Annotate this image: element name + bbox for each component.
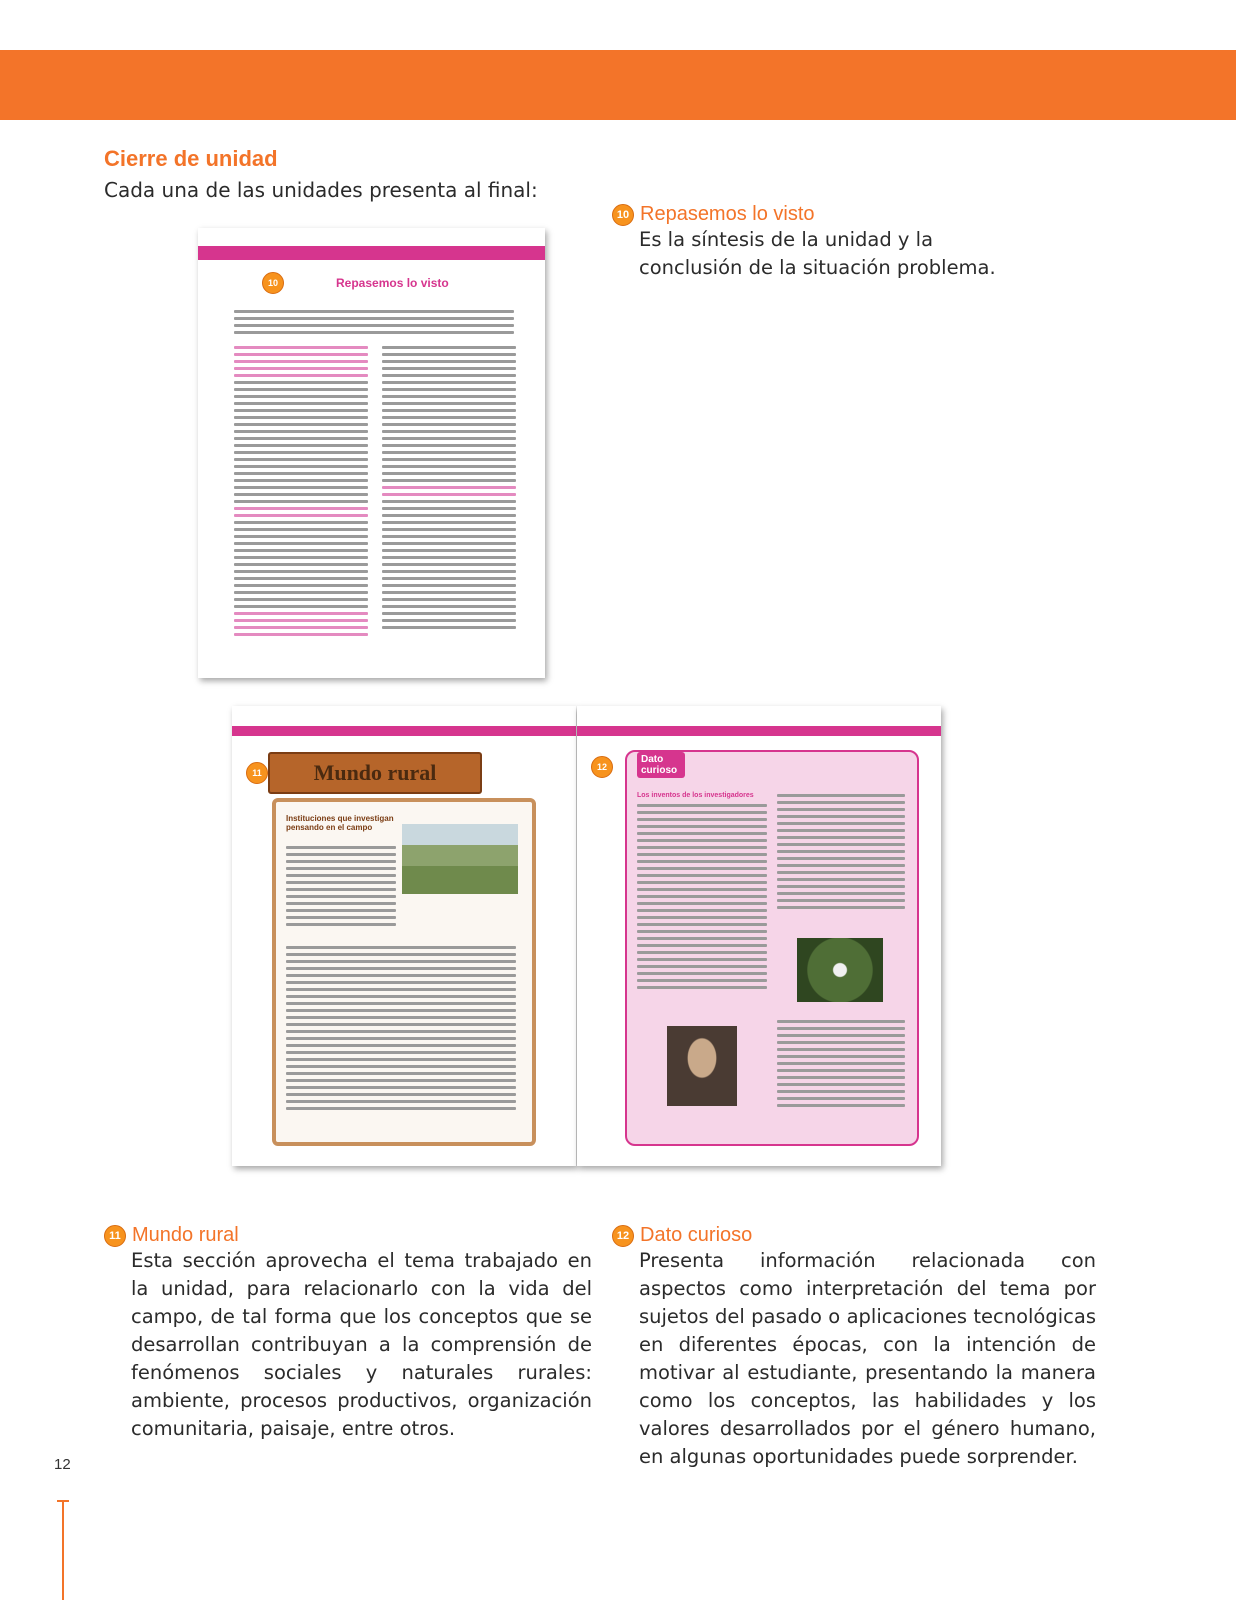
item-description: Presenta información relacionada con aspectos como interpretación del tema por sujetos del pasado o aplicaciones tecnológicas en diferentes épocas, con la intención de motivar al estudiante, presentando la manera como los conceptos, las habilidades y los valores desarrollados por el género humano, en algunas oportunidades puede sorprender. <box>639 1249 1096 1468</box>
section-title: Cierre de unidad <box>104 146 278 171</box>
item-description: Esta sección aprovecha el tema trabajado en la unidad, para relacionarlo con la vida del campo, de tal forma que los conceptos que se desarrollan contribuyan a la comprensión de fenómenos sociales y naturales rurales: ambiente, procesos productivos, organización comunitaria, paisaje, entre otros. <box>131 1249 592 1440</box>
field-photo <box>402 824 518 894</box>
thumb-title: Dato curioso <box>637 752 685 778</box>
item-title: Mundo rural <box>132 1224 239 1246</box>
plant-photo <box>797 938 883 1002</box>
top-orange-band <box>0 50 1236 120</box>
number-badge: 10 <box>612 204 634 226</box>
page-number: 12 <box>54 1456 71 1473</box>
thumbnail-spread-right <box>577 706 941 1166</box>
item-title: Dato curioso <box>640 1224 753 1246</box>
item-title: Repasemos lo visto <box>640 203 815 225</box>
item-description: Es la síntesis de la unidad y la conclusión de la situación problema. <box>639 228 996 279</box>
thumb-subtitle: Instituciones que investigan pensando en el campo <box>286 814 394 832</box>
thumbnail-spread-left <box>232 706 576 1166</box>
number-badge-thumb: 12 <box>591 756 613 778</box>
thumb-title: Repasemos lo visto <box>336 276 449 290</box>
margin-rule <box>62 1500 64 1600</box>
thumb-title: Mundo rural <box>268 752 482 794</box>
item-repasemos <box>612 203 1032 282</box>
number-badge: 12 <box>612 1225 634 1247</box>
item-dato-curioso <box>612 1224 1096 1471</box>
number-badge-thumb: 11 <box>246 762 268 784</box>
thumb-subtitle: Los inventos de los investigadores <box>637 792 754 799</box>
number-badge-thumb: 10 <box>262 272 284 294</box>
thumbnail-repasemos-page <box>198 228 545 678</box>
intro-text: Cada una de las unidades presenta al final: <box>104 178 538 202</box>
number-badge: 11 <box>104 1225 126 1247</box>
portrait-photo <box>667 1026 737 1106</box>
item-mundo-rural <box>104 1224 592 1443</box>
